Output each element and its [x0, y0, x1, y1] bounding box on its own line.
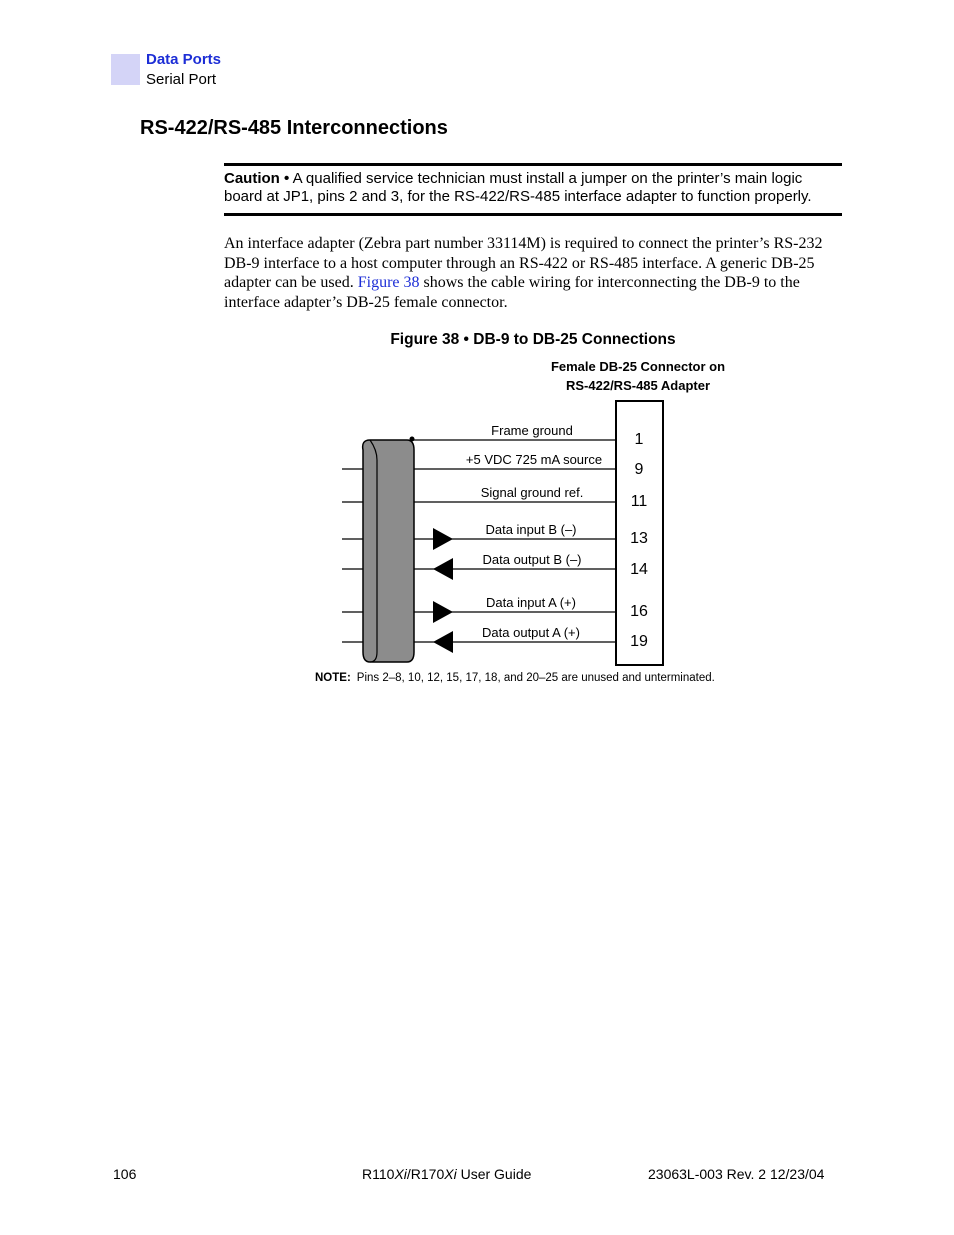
footer-guide-title: [362, 1166, 531, 1182]
wire-label: Data input A (+): [486, 595, 576, 610]
connector-title-line1: Female DB-25 Connector on: [550, 359, 726, 374]
diagram-note: [315, 672, 715, 684]
section-tab-marker: [111, 54, 140, 85]
wire-label: Frame ground: [491, 423, 573, 438]
pin-number: 1: [634, 431, 644, 448]
section-title: Data Ports: [146, 51, 222, 68]
footer-page-number: 106: [113, 1166, 137, 1182]
footer-title-part5: User Guide: [456, 1166, 532, 1182]
body-paragraph: [224, 234, 846, 312]
figure-link[interactable]: Figure 38: [357, 274, 420, 291]
wire-label: Data output A (+): [482, 625, 580, 640]
caution-top-rule: [224, 163, 842, 166]
paragraph-text-2: shows the cable wiring for interconnecting the DB-9 to the interface adapter’s DB-25 female connector.: [224, 274, 800, 311]
caution-bottom-rule: [224, 213, 842, 216]
arrow-right-icon: [433, 528, 453, 550]
footer-title-part1: R110: [362, 1166, 395, 1182]
footer-title-part2: Xi: [394, 1166, 407, 1182]
cable-bundle: [363, 437, 415, 663]
note-label: NOTE:: [315, 672, 351, 684]
caution-label: Caution •: [224, 170, 290, 187]
wiring-diagram: [300, 355, 770, 695]
footer-title-part4: Xi: [444, 1166, 457, 1182]
pin-number: 14: [630, 561, 648, 578]
footer-doc-number: 23063L-003 Rev. 2 12/23/04: [648, 1166, 825, 1182]
section-subtitle: Serial Port: [146, 71, 217, 88]
footer-title-part3: /R170: [406, 1166, 445, 1182]
arrow-left-icon: [433, 558, 453, 580]
arrow-left-icon: [433, 631, 453, 653]
arrow-right-icon: [433, 601, 453, 623]
connector-title-line2: RS-422/RS-485 Adapter: [565, 378, 711, 393]
wire-label: Signal ground ref.: [480, 485, 584, 500]
caution-text: A qualified service technician must install a jumper on the printer’s main logic board at JP1, pins 2 and 3, for the RS-422/RS-485 interface adapter to function properly.: [224, 170, 812, 205]
paragraph-text-1: An interface adapter (Zebra part number 33114M) is required to connect the printer’s RS-232 DB-9 interface to a host computer through an RS-422 or RS-485 interface. A generic DB-25 adapter can be used.: [224, 235, 823, 291]
note-text: Pins 2–8, 10, 12, 15, 17, 18, and 20–25 are unused and unterminated.: [356, 672, 715, 684]
caution-box: [224, 170, 842, 206]
pin-number: 9: [634, 461, 644, 478]
page-heading: RS-422/RS-485 Interconnections: [140, 117, 448, 139]
pin-number: 13: [630, 530, 648, 547]
pin-number: 16: [630, 603, 648, 620]
wire-label: Data input B (–): [485, 522, 577, 537]
pin-number: 11: [630, 493, 648, 510]
pin-number: 19: [630, 633, 648, 650]
wire-label: Data output B (–): [482, 552, 582, 567]
wire-label: +5 VDC 725 mA source: [465, 452, 603, 467]
figure-caption: Figure 38 • DB-9 to DB-25 Connections: [390, 331, 676, 348]
